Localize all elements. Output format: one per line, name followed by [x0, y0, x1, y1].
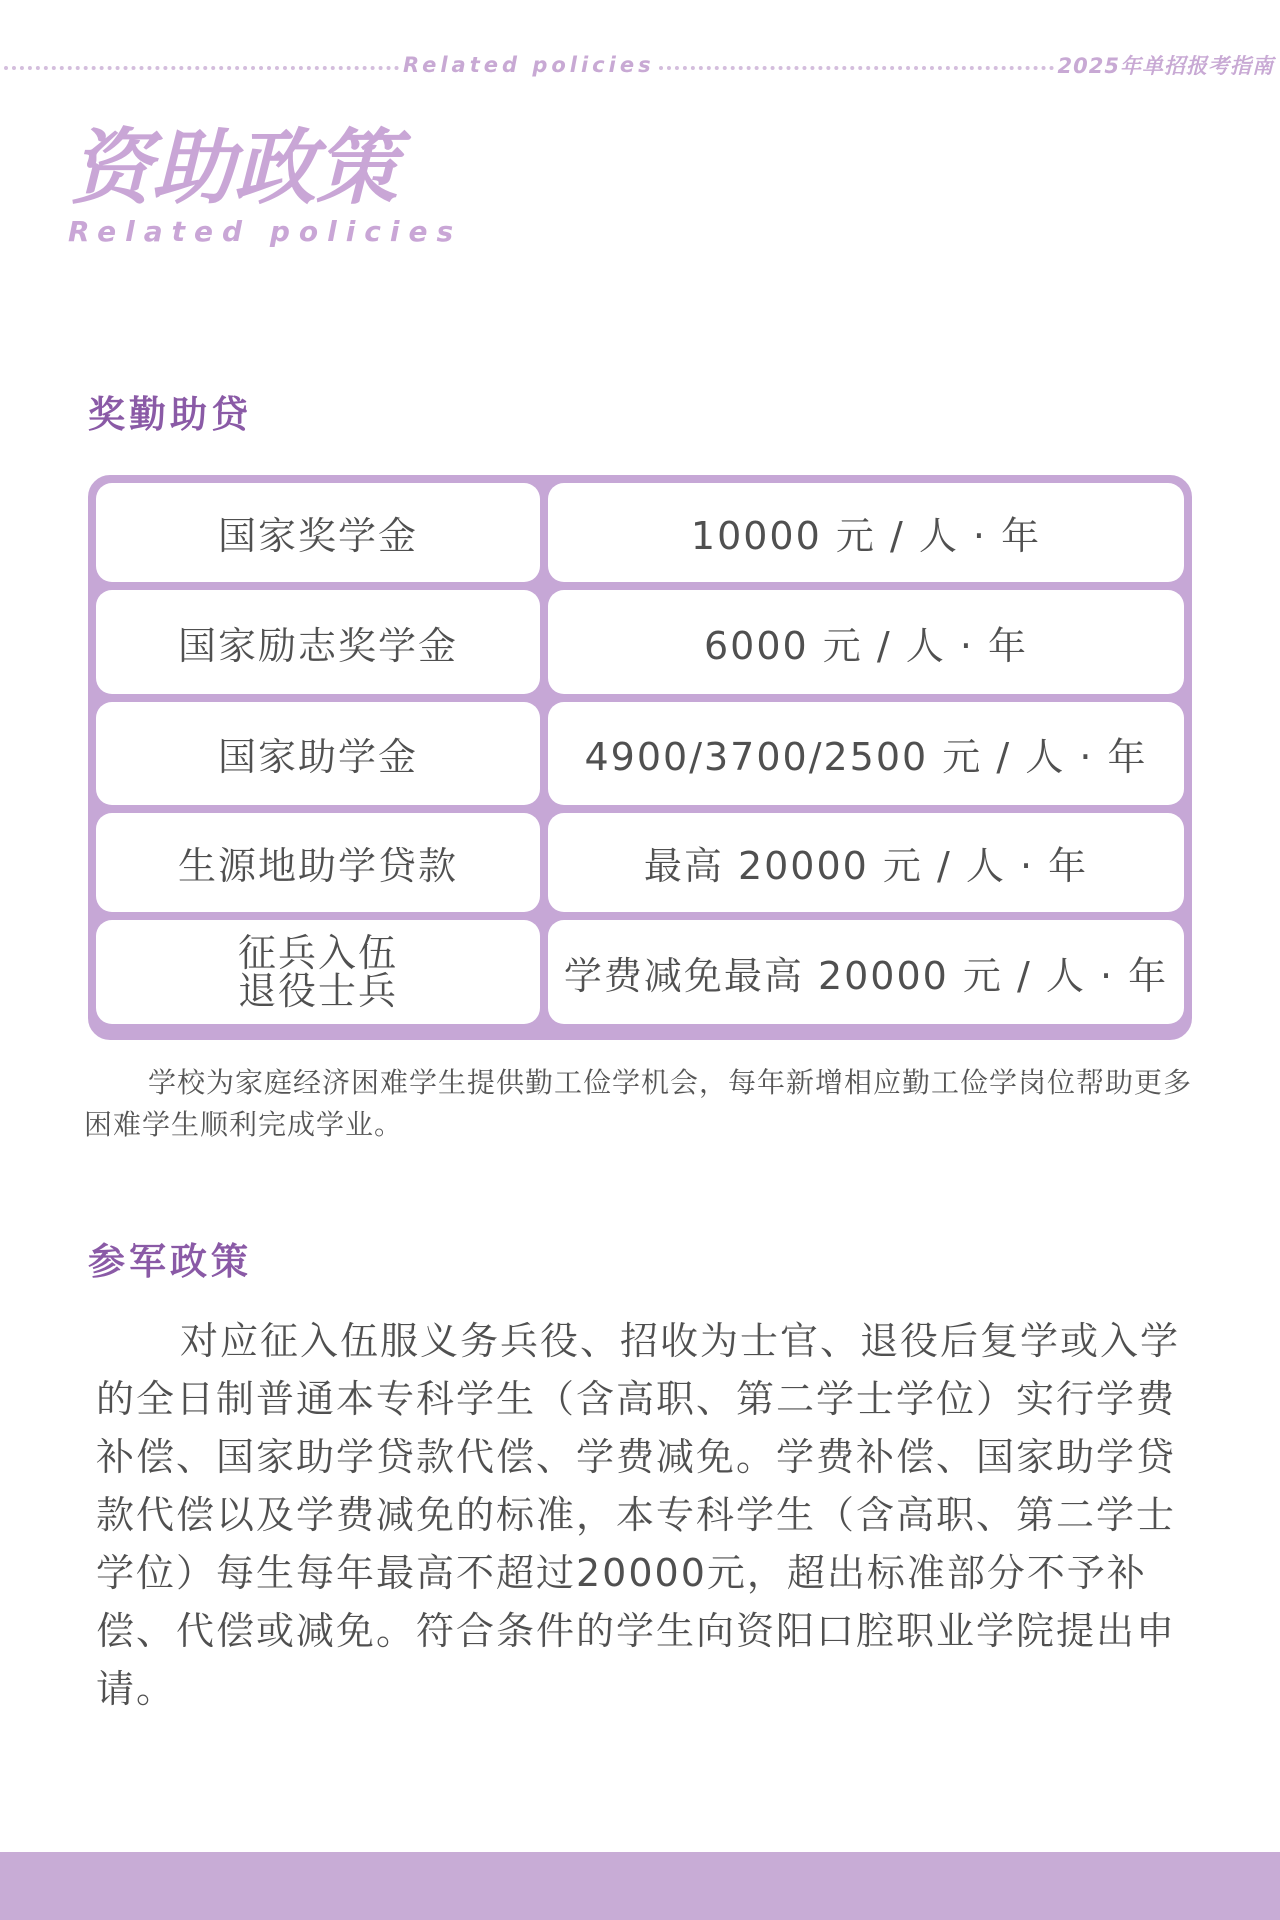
section-heading-military: 参军政策 [88, 1240, 252, 1283]
aid-amount-cell: 6000 元 / 人 · 年 [548, 590, 1184, 694]
aid-table [88, 475, 1192, 1040]
header-en-label: Related policies [402, 53, 655, 77]
footer-band [0, 1852, 1280, 1920]
military-policy-text: 对应征入伍服义务兵役、招收为士官、退役后复学或入学的全日制普通本专科学生（含高职、第二学士学位）实行学费补偿、国家助学贷款代偿、学费减免。学费补偿、国家助学贷款代偿以及学费减免的标准，本专科学生（含高职、第二学士学位）每生每年最高不超过20000元，超出标准部分不予补偿、代偿或减免。符合条件的学生向资阳口腔职业学院提出申请。 [96, 1319, 1181, 1711]
table-row [96, 483, 1184, 582]
aid-name-cell: 国家奖学金 [96, 483, 540, 582]
section-heading-aid: 奖勤助贷 [88, 393, 252, 436]
table-row [96, 590, 1184, 694]
work-study-note: 学校为家庭经济困难学生提供勤工俭学机会，每年新增相应勤工俭学岗位帮助更多困难学生顺利完成学业。 [84, 1066, 1193, 1141]
aid-name-line: 退役士兵 [237, 969, 398, 1013]
table-row [96, 702, 1184, 805]
aid-amount-cell: 最高 20000 元 / 人 · 年 [548, 813, 1184, 912]
aid-name-cell: 生源地助学贷款 [96, 813, 540, 912]
aid-amount-cell: 4900/3700/2500 元 / 人 · 年 [548, 702, 1184, 805]
aid-name-cell [96, 920, 540, 1024]
dotted-leader [4, 66, 399, 70]
aid-amount-cell: 10000 元 / 人 · 年 [548, 483, 1184, 582]
aid-name-cell: 国家助学金 [96, 702, 540, 805]
table-row [96, 920, 1184, 1024]
page-subtitle: Related policies [68, 215, 463, 248]
aid-name-cell: 国家励志奖学金 [96, 590, 540, 694]
header-guide-label: 2025年单招报考指南 [1057, 54, 1274, 78]
aid-name-line: 征兵入伍 [237, 931, 398, 975]
header-strip [0, 52, 1280, 78]
table-row [96, 813, 1184, 912]
dotted-leader [659, 66, 1054, 70]
aid-amount-cell: 学费减免最高 20000 元 / 人 · 年 [548, 920, 1184, 1024]
page-title: 资助政策 [70, 121, 398, 216]
